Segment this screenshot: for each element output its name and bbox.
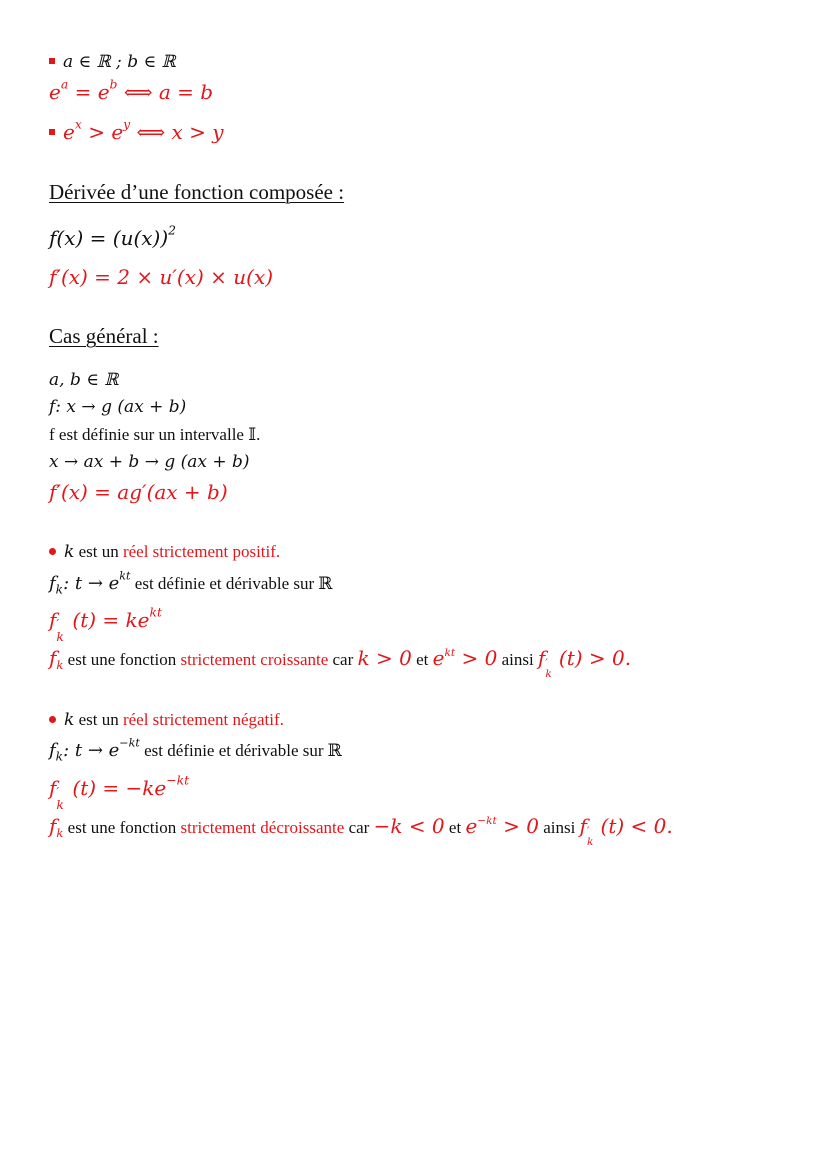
e-base: e — [465, 814, 478, 838]
formula-exp: 2 — [168, 222, 177, 238]
general-derivative: f′(x) = ag′(ax + b) — [49, 480, 228, 504]
heading-cas-general: Cas général : — [49, 324, 159, 348]
positive-definition — [49, 569, 333, 597]
car-text: car — [344, 818, 374, 837]
intro-highlight: réel strictement positif. — [122, 542, 281, 561]
ainsi-text: ainsi — [497, 650, 538, 669]
map-text: : t → e — [63, 740, 120, 761]
car-text: car — [328, 650, 358, 669]
formula-f-text: f(x) = (u(x)) — [49, 226, 169, 250]
round-bullet-icon — [49, 716, 56, 723]
f-symbol: f — [49, 814, 57, 838]
exp-x: x — [74, 116, 82, 132]
equivalence-equal-line — [49, 76, 214, 104]
exp-b: b — [109, 76, 118, 92]
conclusion-text: est une fonction — [63, 650, 181, 669]
intro-highlight: réel strictement négatif. — [122, 710, 284, 729]
derivative-rest: (t) = ke — [72, 608, 150, 632]
f-symbol: f — [49, 573, 56, 594]
et-text: et — [444, 818, 466, 837]
general-function-def: f: x → g (ax + b) — [49, 397, 187, 417]
exp-y: y — [123, 116, 131, 132]
intro-text: est un — [74, 710, 123, 729]
e-base: e — [49, 80, 61, 104]
exp-kt: kt — [119, 569, 131, 583]
sub-k: k — [56, 658, 64, 673]
f-symbol: f — [579, 814, 587, 838]
conclusion-text: est une fonction — [63, 818, 181, 837]
greater-e: > e — [81, 120, 124, 144]
e-base: e — [432, 646, 445, 670]
monotonicity-highlight: strictement croissante — [180, 650, 329, 669]
square-bullet-icon — [49, 129, 55, 135]
final-inequality: (t) < 0. — [600, 814, 673, 838]
prime: ′ — [586, 824, 590, 837]
final-inequality: (t) > 0. — [558, 646, 632, 670]
negative-conclusion — [49, 814, 673, 848]
exp-minus-kt: −kt — [119, 736, 140, 750]
prime: ′ — [545, 656, 548, 669]
condition-exp: > 0 — [455, 646, 498, 670]
sub-k: k — [56, 797, 64, 813]
positive-conclusion — [49, 646, 632, 680]
exp-kt: kt — [149, 604, 162, 620]
f-symbol: f — [49, 646, 57, 670]
monotonicity-highlight: strictement décroissante — [180, 818, 345, 837]
domain-text: a ∈ ℝ ; b ∈ ℝ — [63, 52, 176, 72]
positive-intro — [49, 543, 280, 561]
formula-f-prime: f′(x) = 2 × u′(x) × u(x) — [49, 265, 274, 289]
square-bullet-icon — [49, 58, 55, 64]
equivalence-greater-line — [49, 116, 224, 144]
f-symbol: f — [49, 740, 56, 761]
definition-rest: est définie et dérivable sur ℝ — [130, 574, 333, 593]
round-bullet-icon — [49, 548, 56, 555]
sub-k: k — [56, 629, 64, 645]
e-base: e — [63, 120, 75, 144]
f-symbol: f — [49, 776, 57, 800]
condition-exp: > 0 — [496, 814, 539, 838]
exp-a: a — [60, 76, 69, 92]
condition-k: −k < 0 — [373, 814, 445, 838]
general-composition: x → ax + b → g (ax + b) — [49, 452, 250, 472]
f-symbol: f — [49, 608, 57, 632]
derivative-rest: (t) = −ke — [72, 776, 167, 800]
definition-rest: est définie et dérivable sur ℝ — [139, 741, 342, 760]
negative-intro — [49, 711, 284, 729]
heading-derivee-composee: Dérivée d’une fonction composée : — [49, 180, 345, 204]
general-interval-text: f est définie sur un intervalle 𝕀. — [49, 425, 261, 444]
exp-minus-kt: −kt — [166, 772, 190, 788]
sub-k: k — [545, 667, 552, 680]
ainsi-text: ainsi — [538, 818, 580, 837]
sub-k: k — [55, 582, 64, 597]
general-domain: a, b ∈ ℝ — [49, 370, 119, 390]
negative-derivative — [49, 772, 190, 813]
iff-x-greater-y: ⟺ x > y — [130, 120, 224, 144]
formula-f-squared — [49, 222, 177, 250]
prime: ′ — [56, 616, 60, 632]
sub-k: k — [586, 835, 594, 848]
condition-k: k > 0 — [357, 646, 412, 670]
k-symbol: k — [64, 542, 75, 562]
sub-k: k — [56, 826, 64, 841]
intro-text: est un — [74, 542, 123, 561]
iff-a-equals-b: ⟺ a = b — [117, 80, 214, 104]
f-symbol: f — [537, 646, 546, 670]
exp-minus-kt: −kt — [477, 815, 497, 828]
domain-line — [49, 53, 176, 71]
equal-e: = e — [68, 80, 110, 104]
sub-k: k — [55, 749, 64, 764]
prime: ′ — [56, 784, 60, 800]
positive-derivative — [49, 604, 162, 645]
map-text: : t → e — [63, 573, 120, 594]
et-text: et — [411, 650, 433, 669]
negative-definition — [49, 736, 342, 764]
k-symbol: k — [64, 710, 75, 730]
exp-kt: kt — [444, 647, 456, 660]
